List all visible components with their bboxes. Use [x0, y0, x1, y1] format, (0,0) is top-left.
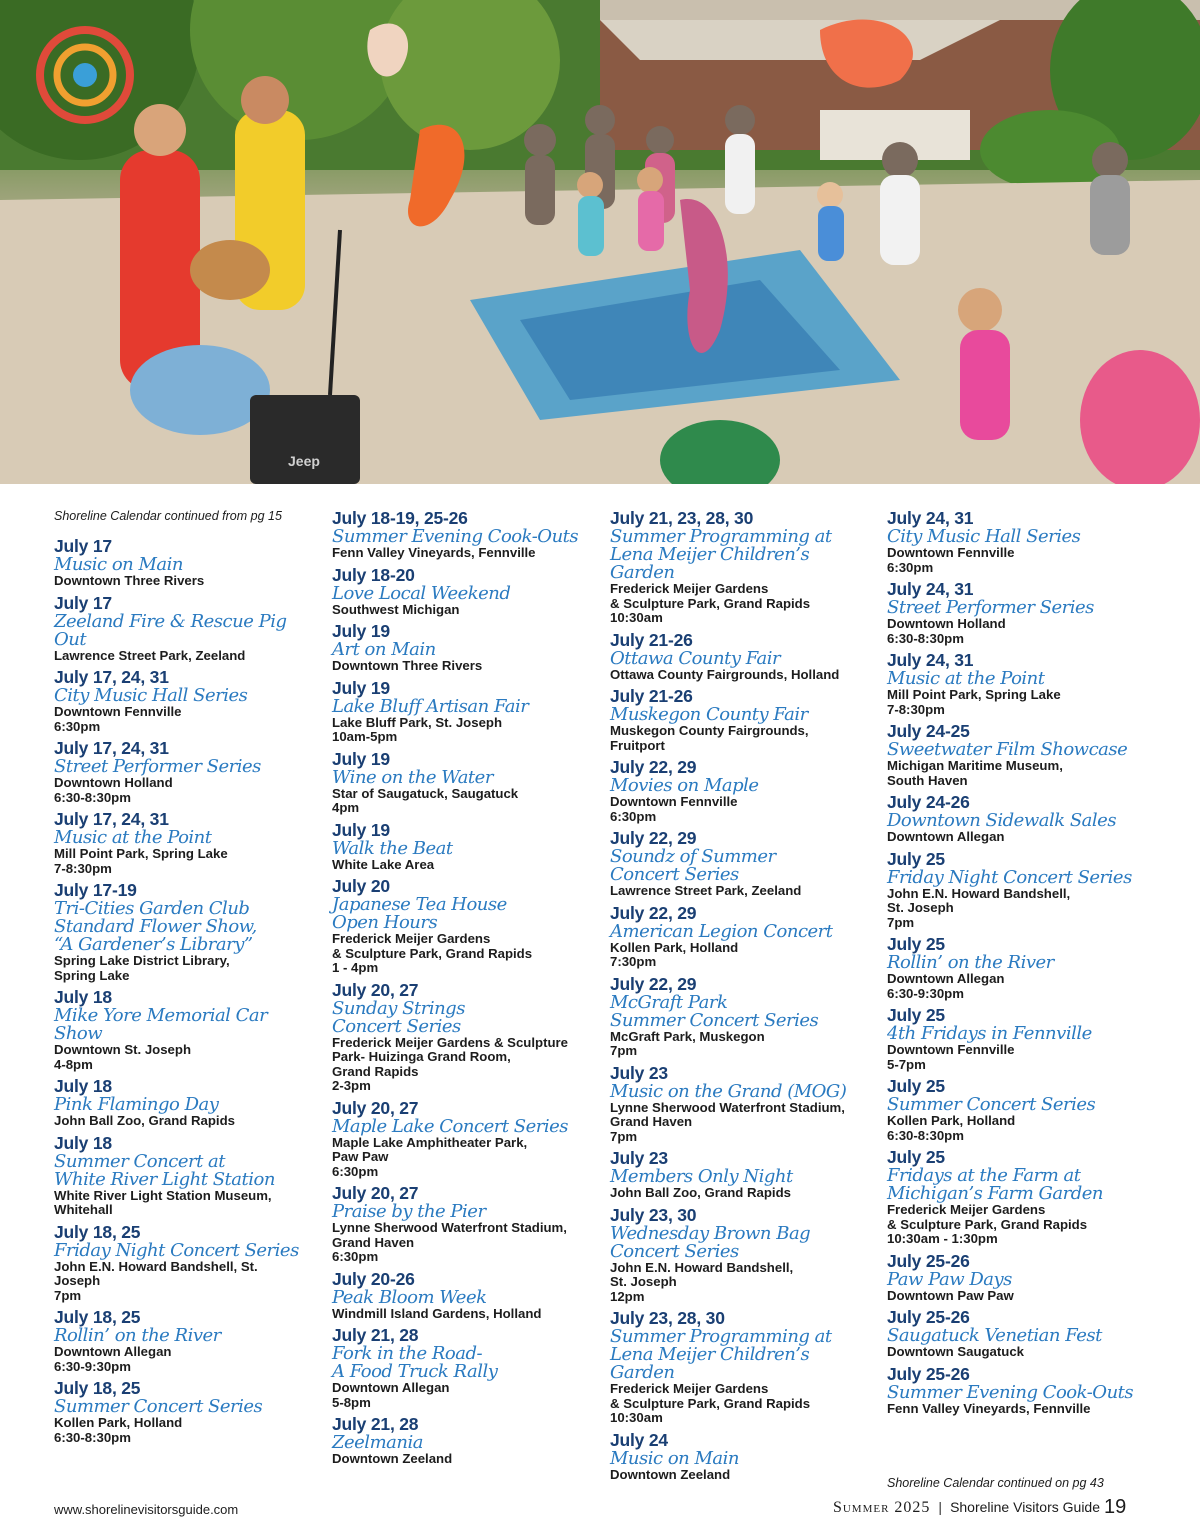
- event-name: Zeelmania: [332, 1432, 423, 1453]
- event-name: Members Only Night: [610, 1166, 793, 1187]
- event-details: Downtown Holland 6:30-8:30pm: [887, 616, 1006, 646]
- event-details: John E.N. Howard Bandshell, St. Joseph 7pm: [54, 1258, 258, 1303]
- event-date: July 21-26: [610, 686, 693, 706]
- calendar-event: [332, 509, 594, 561]
- calendar-event: [610, 1206, 872, 1305]
- footer-publication-name: Shoreline Visitors Guide: [950, 1499, 1100, 1515]
- blue-cap-foreground: [130, 345, 270, 435]
- event-details: Lake Bluff Park, St. Joseph 10am-5pm: [332, 714, 503, 744]
- calendar-event: [887, 1006, 1149, 1072]
- event-name: Fork in the Road- A Food Truck Rally: [332, 1343, 498, 1382]
- event-details: Star of Saugatuck, Saugatuck 4pm: [332, 785, 519, 815]
- calendar-event: [610, 975, 872, 1059]
- calendar-event: [887, 722, 1149, 788]
- event-date: July 25-26: [887, 1250, 970, 1271]
- calendar-event: [887, 935, 1149, 1001]
- event-date: July 23, 30: [610, 1204, 697, 1225]
- event-details: Downtown Allegan 5-8pm: [332, 1380, 450, 1410]
- calendar-event: [54, 810, 316, 876]
- event-details: Downtown Allegan 6:30-9:30pm: [54, 1344, 172, 1374]
- calendar-event: [332, 679, 594, 745]
- event-name: Wine on the Water: [332, 766, 493, 788]
- footer-publication: [833, 1499, 1100, 1517]
- event-name: Peak Bloom Week: [332, 1286, 487, 1308]
- calendar-event: [887, 1148, 1149, 1247]
- event-details: Downtown Three Rivers: [332, 658, 483, 673]
- calendar-column-3: [610, 509, 872, 1487]
- calendar-event: [54, 1308, 316, 1374]
- child-pink-shirt-foreground: [1080, 350, 1200, 484]
- event-name: Maple Lake Concert Series: [332, 1115, 569, 1137]
- event-date: July 21, 28: [332, 1414, 419, 1434]
- calendar-event: [887, 850, 1149, 931]
- event-details: Frederick Meijer Gardens & Sculpture Park, Grand Rapids 10:30am: [610, 1381, 811, 1425]
- event-date: July 19: [332, 621, 390, 641]
- calendar-event: [54, 594, 316, 664]
- event-name: Wednesday Brown Bag Concert Series: [610, 1222, 811, 1262]
- calendar-event: [610, 1309, 872, 1426]
- event-name: Summer Programming at Lena Meijer Children’s Garden: [610, 1326, 832, 1383]
- calendar-event: [610, 509, 872, 626]
- event-details: Maple Lake Amphitheater Park, Paw Paw 6:30pm: [332, 1134, 528, 1179]
- event-name: Zeeland Fire & Rescue Pig Out: [54, 610, 287, 650]
- calendar-event: [610, 1064, 872, 1145]
- event-name: Summer Evening Cook-Outs: [332, 526, 579, 547]
- event-date: July 23: [610, 1062, 668, 1083]
- footer-website-link[interactable]: www.shorelinevisitorsguide.com: [54, 1502, 239, 1517]
- calendar-event: [332, 750, 594, 816]
- calendar-event: [332, 1184, 594, 1265]
- event-name: Walk the Beat: [332, 837, 453, 859]
- event-details: Downtown Fennville 6:30pm: [887, 545, 1015, 575]
- continued-from-note: Shoreline Calendar continued from pg 15: [54, 509, 282, 523]
- event-date: July 17, 24, 31: [54, 667, 169, 687]
- event-details: Frederick Meijer Gardens & Sculpture Park- Huizinga Grand Room, Grand Rapids 2-3pm: [332, 1034, 568, 1093]
- event-date: July 18, 25: [54, 1307, 141, 1327]
- event-date: July 25: [887, 848, 945, 869]
- calendar-event: [887, 1077, 1149, 1143]
- calendar-event: [54, 988, 316, 1072]
- event-date: July 18: [54, 1132, 112, 1153]
- calendar-event: [887, 580, 1149, 646]
- event-details: Downtown Paw Paw: [887, 1287, 1014, 1303]
- event-date: July 22, 29: [610, 902, 697, 923]
- calendar-event: [887, 1365, 1149, 1417]
- event-details: John Ball Zoo, Grand Rapids: [54, 1113, 235, 1128]
- event-name: Movies on Maple: [610, 775, 759, 796]
- event-name: Fridays at the Farm at Michigan’s Farm Garden: [887, 1165, 1104, 1204]
- calendar-event: [332, 622, 594, 674]
- event-details: Michigan Maritime Museum, South Haven: [887, 758, 1063, 788]
- calendar-event: [332, 981, 594, 1094]
- event-date: July 21, 28: [332, 1325, 419, 1345]
- event-name: Street Performer Series: [54, 756, 261, 777]
- calendar-event: [887, 1252, 1149, 1304]
- event-date: July 19: [332, 677, 390, 698]
- event-name: City Music Hall Series: [887, 526, 1081, 547]
- event-date: July 18-19, 25-26: [332, 508, 468, 528]
- event-name: Music on the Grand (MOG): [610, 1080, 847, 1102]
- event-date: July 24, 31: [887, 650, 974, 670]
- event-name: Summer Evening Cook-Outs: [887, 1381, 1134, 1403]
- event-name: Sunday Strings Concert Series: [332, 997, 465, 1037]
- footer-season: Summer 2025: [832, 1499, 931, 1516]
- event-details: Downtown Allegan 6:30-9:30pm: [887, 971, 1005, 1001]
- event-name: Paw Paw Days: [887, 1268, 1012, 1290]
- calendar-event: [54, 881, 316, 983]
- calendar-column-4: [887, 509, 1149, 1421]
- calendar-column-2: [332, 509, 594, 1472]
- event-date: July 18-20: [332, 564, 415, 585]
- event-date: July 17: [54, 592, 112, 613]
- event-date: July 19: [332, 819, 390, 840]
- event-name: Music at the Point: [54, 827, 212, 848]
- event-name: Friday Night Concert Series: [54, 1239, 299, 1261]
- event-name: Summer Programming at Lena Meijer Children’s Garden: [610, 526, 832, 583]
- event-details: Kollen Park, Holland 6:30-8:30pm: [54, 1415, 183, 1445]
- hero-photo: [0, 0, 1200, 484]
- event-details: McGraft Park, Muskegon 7pm: [610, 1028, 765, 1058]
- event-name: Muskegon County Fair: [610, 704, 808, 725]
- event-date: July 22, 29: [610, 828, 697, 848]
- event-date: July 25-26: [887, 1307, 970, 1327]
- event-details: Downtown Fennville 6:30pm: [610, 794, 738, 824]
- event-details: Downtown Zeeland: [332, 1451, 453, 1466]
- event-details: Downtown Saugatuck: [887, 1344, 1025, 1359]
- event-name: Downtown Sidewalk Sales: [887, 810, 1117, 831]
- continued-on-note: Shoreline Calendar continued on pg 43: [887, 1476, 1104, 1490]
- event-date: July 17-19: [54, 880, 137, 900]
- event-details: Kollen Park, Holland 6:30-8:30pm: [887, 1113, 1016, 1143]
- calendar-event: [332, 1099, 594, 1180]
- event-details: White River Light Station Museum, Whitehall: [54, 1187, 272, 1217]
- event-name: Ottawa County Fair: [610, 647, 781, 669]
- calendar-event: [610, 1149, 872, 1201]
- event-name: Street Performer Series: [887, 597, 1094, 618]
- event-name: Music on Main: [610, 1447, 739, 1469]
- event-date: July 24-26: [887, 792, 970, 812]
- calendar-event: [332, 1270, 594, 1322]
- event-date: July 17: [54, 536, 112, 556]
- footer-separator: |: [938, 1499, 943, 1515]
- event-date: July 20, 27: [332, 1097, 419, 1118]
- event-name: Summer Concert at White River Light Station: [54, 1150, 275, 1190]
- page-number: 19: [1104, 1496, 1127, 1518]
- event-date: July 18, 25: [54, 1378, 141, 1398]
- calendar-event: [332, 877, 594, 976]
- event-date: July 18, 25: [54, 1221, 141, 1242]
- event-name: Love Local Weekend: [332, 582, 511, 604]
- calendar-event: [54, 1223, 316, 1304]
- event-name: Saugatuck Venetian Fest: [887, 1325, 1102, 1346]
- amp-brand-label: Jeep: [288, 453, 320, 469]
- event-details: John E.N. Howard Bandshell, St. Joseph 12pm: [610, 1259, 794, 1304]
- event-details: Downtown Allegan: [887, 829, 1005, 844]
- event-details: Downtown Three Rivers: [54, 573, 205, 588]
- event-date: July 25-26: [887, 1363, 970, 1384]
- event-details: Kollen Park, Holland 7:30pm: [610, 939, 739, 969]
- event-name: Pink Flamingo Day: [54, 1094, 219, 1115]
- calendar-event: [610, 758, 872, 824]
- calendar-event: [54, 537, 316, 589]
- event-date: July 18: [54, 987, 112, 1007]
- event-name: City Music Hall Series: [54, 685, 248, 706]
- event-details: Mill Point Park, Spring Lake 7-8:30pm: [54, 846, 228, 876]
- event-details: Lawrence Street Park, Zeeland: [610, 883, 802, 898]
- event-details: Southwest Michigan: [332, 601, 460, 617]
- event-date: July 24, 31: [887, 508, 974, 528]
- event-details: Frederick Meijer Gardens & Sculpture Park, Grand Rapids 10:30am - 1:30pm: [887, 1202, 1088, 1246]
- event-details: Frederick Meijer Gardens & Sculpture Park, Grand Rapids 1 - 4pm: [332, 931, 533, 975]
- event-name: Music on Main: [54, 554, 183, 575]
- event-name: Summer Concert Series: [54, 1396, 263, 1417]
- calendar-event: [610, 829, 872, 899]
- event-details: Frederick Meijer Gardens & Sculpture Park, Grand Rapids 10:30am: [610, 581, 811, 625]
- calendar-event: [332, 566, 594, 618]
- event-date: July 25: [887, 1147, 945, 1167]
- event-details: Lynne Sherwood Waterfront Stadium, Grand Haven 7pm: [610, 1099, 845, 1144]
- event-date: July 22, 29: [610, 757, 697, 777]
- event-date: July 20-26: [332, 1268, 415, 1289]
- event-name: Tri-Cities Garden Club Standard Flower Show, “A Gardener’s Library”: [54, 898, 257, 955]
- event-date: July 21-26: [610, 629, 693, 650]
- event-details: Fenn Valley Vineyards, Fennville: [332, 545, 536, 560]
- event-name: Music at the Point: [887, 668, 1045, 689]
- event-date: July 21, 23, 28, 30: [610, 508, 754, 528]
- event-details: Muskegon County Fairgrounds, Fruitport: [610, 723, 809, 753]
- calendar-event: [610, 687, 872, 753]
- calendar-event: [887, 793, 1149, 845]
- event-date: July 25: [887, 1076, 945, 1096]
- event-date: July 24-25: [887, 721, 970, 741]
- calendar-event: [887, 509, 1149, 575]
- calendar-event: [332, 1415, 594, 1467]
- event-details: Windmill Island Gardens, Holland: [332, 1305, 542, 1321]
- calendar-column-1: [54, 537, 316, 1450]
- event-date: July 20: [332, 876, 390, 896]
- event-details: Spring Lake District Library, Spring Lake: [54, 953, 230, 983]
- event-details: White Lake Area: [332, 856, 435, 872]
- event-name: Japanese Tea House Open Hours: [332, 894, 507, 933]
- speaker-amp: [250, 395, 360, 484]
- event-details: Fenn Valley Vineyards, Fennville: [887, 1400, 1091, 1416]
- event-date: July 23: [610, 1148, 668, 1168]
- event-name: Rollin’ on the River: [887, 952, 1054, 973]
- event-details: Lawrence Street Park, Zeeland: [54, 647, 246, 663]
- calendar-event: [887, 651, 1149, 717]
- event-date: July 19: [332, 748, 390, 769]
- calendar-event: [54, 668, 316, 734]
- calendar-event: [54, 739, 316, 805]
- event-details: John E.N. Howard Bandshell, St. Joseph 7pm: [887, 885, 1071, 930]
- calendar-event: [54, 1134, 316, 1218]
- event-name: Art on Main: [332, 639, 436, 660]
- event-details: Ottawa County Fairgrounds, Holland: [610, 666, 840, 682]
- event-date: July 17, 24, 31: [54, 809, 169, 829]
- event-date: July 20, 27: [332, 1183, 419, 1203]
- event-details: John Ball Zoo, Grand Rapids: [610, 1185, 791, 1200]
- calendar-event: [332, 821, 594, 873]
- event-date: July 24: [610, 1429, 668, 1450]
- event-date: July 23, 28, 30: [610, 1308, 725, 1328]
- event-date: July 25: [887, 934, 945, 954]
- calendar-event: [54, 1077, 316, 1129]
- calendar-event: [332, 1326, 594, 1410]
- calendar-event: [610, 631, 872, 683]
- event-details: Downtown Zeeland: [610, 1466, 731, 1482]
- calendar-event: [887, 1308, 1149, 1360]
- event-name: Soundz of Summer Concert Series: [610, 846, 776, 885]
- event-name: Sweetwater Film Showcase: [887, 739, 1128, 760]
- event-details: Downtown Fennville 6:30pm: [54, 704, 182, 734]
- event-name: Praise by the Pier: [332, 1201, 486, 1222]
- event-name: 4th Fridays in Fennville: [887, 1023, 1092, 1044]
- event-name: McGraft Park Summer Concert Series: [610, 991, 819, 1031]
- event-name: Summer Concert Series: [887, 1094, 1096, 1115]
- guitar: [190, 240, 270, 300]
- event-name: Mike Yore Memorial Car Show: [54, 1005, 268, 1044]
- event-details: Lynne Sherwood Waterfront Stadium, Grand Haven 6:30pm: [332, 1220, 567, 1264]
- event-date: July 25: [887, 1005, 945, 1025]
- event-name: American Legion Concert: [610, 920, 833, 942]
- event-date: July 18: [54, 1076, 112, 1096]
- event-details: Mill Point Park, Spring Lake 7-8:30pm: [887, 687, 1061, 717]
- event-details: Downtown Fennville 5-7pm: [887, 1042, 1015, 1072]
- hero-photo-illustration: [0, 0, 1200, 484]
- event-details: Downtown Holland 6:30-8:30pm: [54, 775, 173, 805]
- event-date: July 17, 24, 31: [54, 738, 169, 758]
- calendar-event: [54, 1379, 316, 1445]
- event-date: July 24, 31: [887, 579, 974, 599]
- calendar-event: [610, 904, 872, 970]
- calendar-event: [610, 1431, 872, 1483]
- event-details: Downtown St. Joseph 4-8pm: [54, 1042, 192, 1072]
- event-date: July 22, 29: [610, 973, 697, 994]
- event-name: Lake Bluff Artisan Fair: [332, 695, 529, 717]
- event-date: July 20, 27: [332, 979, 419, 1000]
- event-name: Friday Night Concert Series: [887, 866, 1132, 888]
- event-name: Rollin’ on the River: [54, 1325, 221, 1346]
